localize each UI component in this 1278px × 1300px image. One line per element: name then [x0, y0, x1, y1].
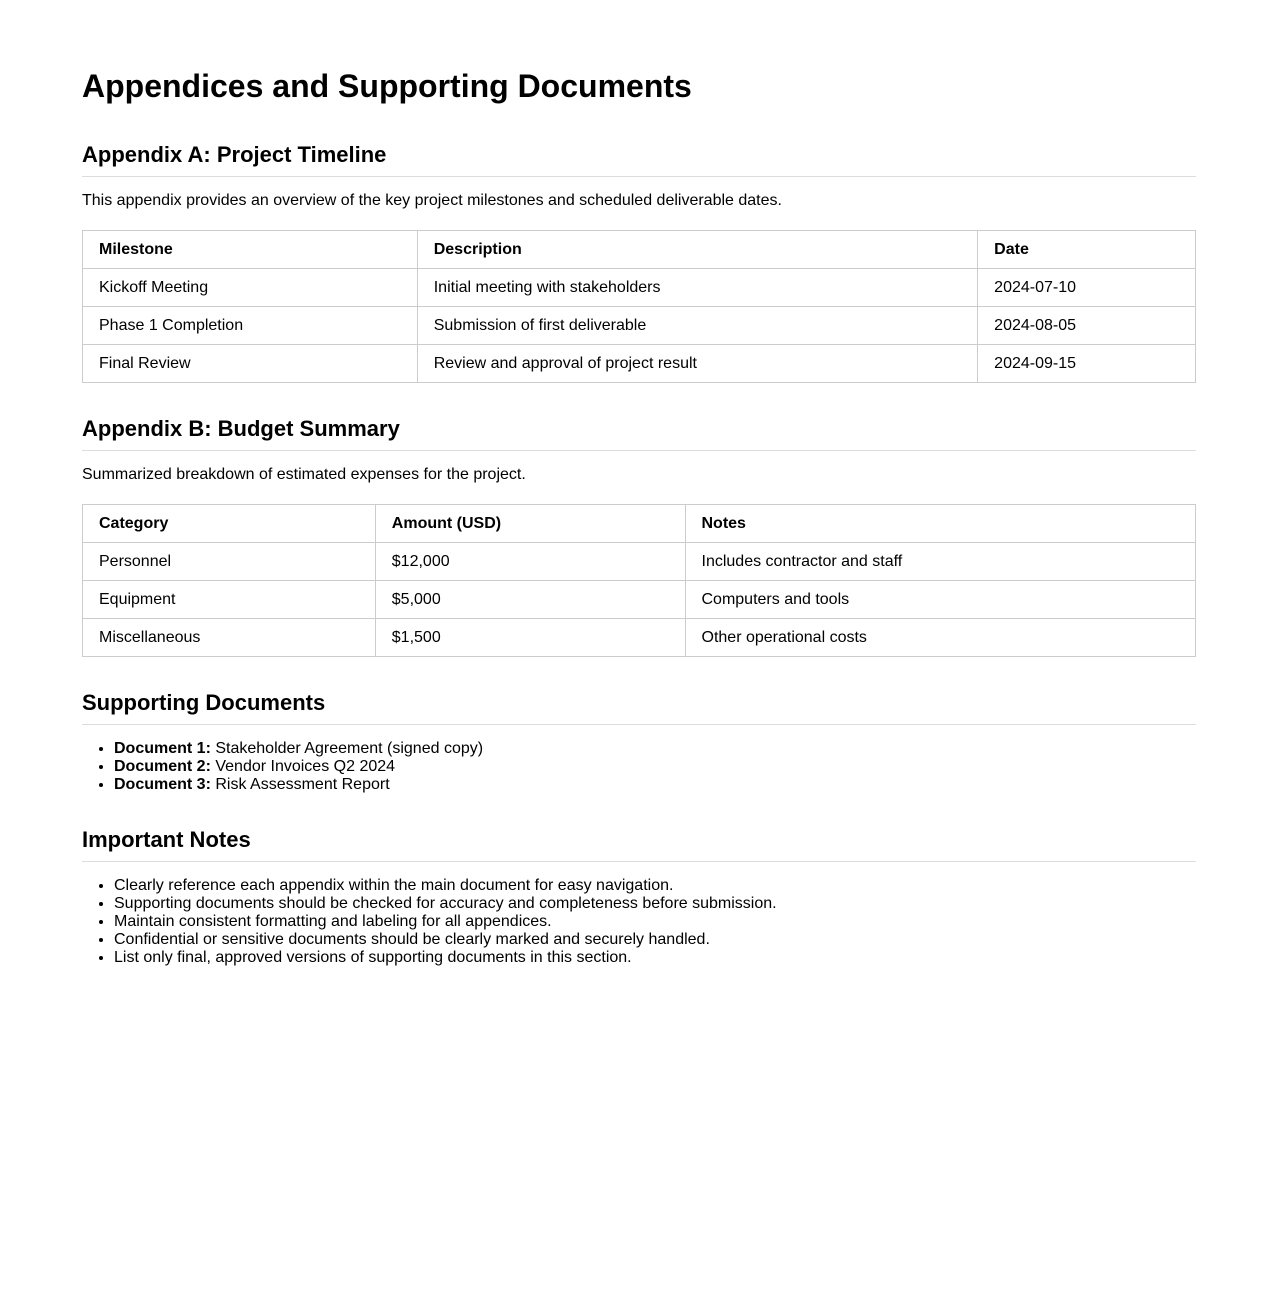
document-title: Stakeholder Agreement (signed copy) — [210, 740, 484, 757]
document-title: Risk Assessment Report — [210, 776, 390, 793]
list-item: • Confidential or sensitive documents should be clearly marked and securely handled. — [114, 931, 1196, 949]
important-notes-heading: Important Notes — [82, 824, 1196, 862]
appendix-b-heading: Appendix B: Budget Summary — [82, 413, 1196, 451]
important-notes-section — [82, 824, 1196, 967]
list-item — [114, 740, 1196, 758]
table-cell: Phase 1 Completion — [83, 307, 418, 345]
table-row — [83, 307, 1196, 345]
column-header: Category — [83, 505, 376, 543]
timeline-table — [82, 230, 1196, 383]
document-label: Document 3: — [114, 776, 211, 793]
appendix-b-section — [82, 413, 1196, 657]
supporting-documents-list — [82, 740, 1196, 794]
page-title: Appendices and Supporting Documents — [82, 68, 692, 104]
document-title: Vendor Invoices Q2 2024 — [210, 758, 396, 775]
table-cell: 2024-09-15 — [978, 345, 1196, 383]
supporting-documents-heading: Supporting Documents — [82, 687, 1196, 725]
table-cell: Kickoff Meeting — [83, 269, 418, 307]
appendix-b-intro: Summarized breakdown of estimated expenses for the project. — [82, 466, 526, 483]
table-row — [83, 619, 1196, 657]
column-header: Notes — [685, 505, 1196, 543]
table-cell: Initial meeting with stakeholders — [417, 269, 977, 307]
table-row — [83, 345, 1196, 383]
table-cell: Computers and tools — [685, 581, 1196, 619]
table-cell: Final Review — [83, 345, 418, 383]
table-cell: Review and approval of project result — [417, 345, 977, 383]
table-cell: $1,500 — [375, 619, 685, 657]
table-cell: $12,000 — [375, 543, 685, 581]
column-header: Milestone — [83, 231, 418, 269]
list-item: • List only final, approved versions of supporting documents in this section. — [114, 949, 1196, 967]
appendix-a-intro: This appendix provides an overview of the key project milestones and scheduled deliverable dates. — [82, 192, 782, 209]
table-cell: Miscellaneous — [83, 619, 376, 657]
table-row — [83, 269, 1196, 307]
list-item — [114, 776, 1196, 794]
budget-table — [82, 504, 1196, 657]
supporting-documents-section — [82, 687, 1196, 794]
column-header: Description — [417, 231, 977, 269]
document-label: Document 2: — [114, 758, 211, 775]
list-item — [114, 758, 1196, 776]
table-header-row — [83, 231, 1196, 269]
appendix-a-heading: Appendix A: Project Timeline — [82, 139, 1196, 177]
column-header: Amount (USD) — [375, 505, 685, 543]
table-cell: 2024-08-05 — [978, 307, 1196, 345]
appendix-a-section — [82, 139, 1196, 383]
table-header-row — [83, 505, 1196, 543]
column-header: Date — [978, 231, 1196, 269]
table-cell: $5,000 — [375, 581, 685, 619]
list-item: • Maintain consistent formatting and labeling for all appendices. — [114, 913, 1196, 931]
table-cell: Includes contractor and staff — [685, 543, 1196, 581]
table-cell: Submission of first deliverable — [417, 307, 977, 345]
table-cell: 2024-07-10 — [978, 269, 1196, 307]
table-cell: Other operational costs — [685, 619, 1196, 657]
important-notes-list — [82, 877, 1196, 967]
list-item: • Supporting documents should be checked for accuracy and completeness before submission. — [114, 895, 1196, 913]
list-item: • Clearly reference each appendix within the main document for easy navigation. — [114, 877, 1196, 895]
document-label: Document 1: — [114, 740, 211, 757]
table-row — [83, 543, 1196, 581]
table-cell: Equipment — [83, 581, 376, 619]
table-row — [83, 581, 1196, 619]
table-cell: Personnel — [83, 543, 376, 581]
